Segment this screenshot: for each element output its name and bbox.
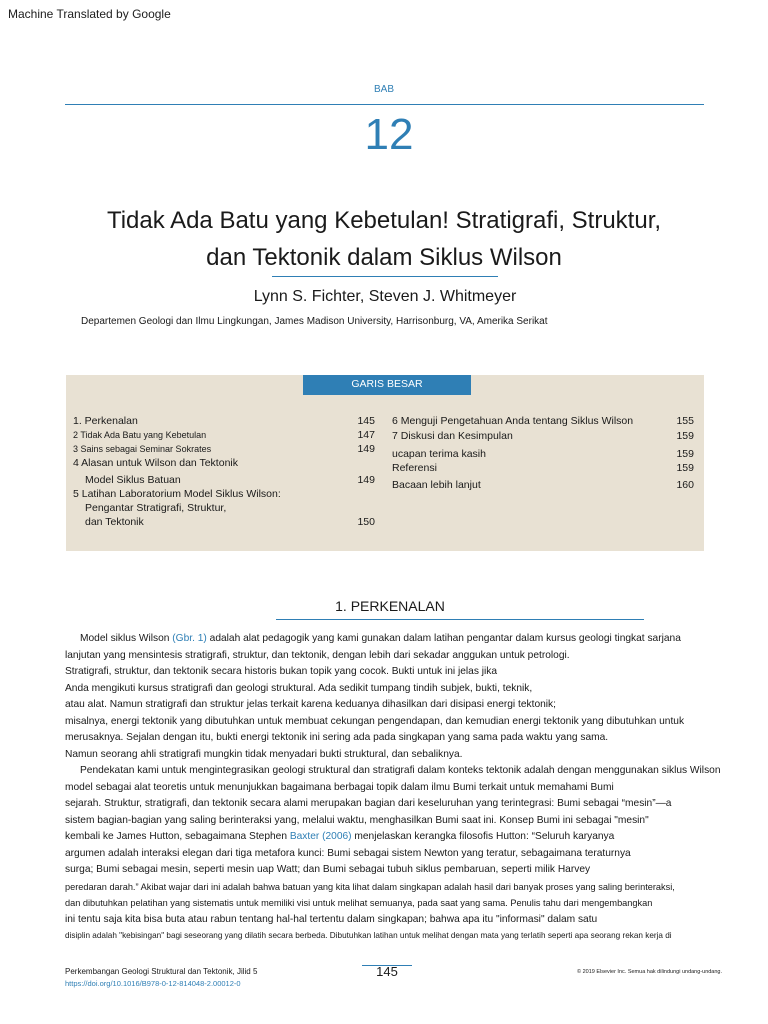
body-line: disiplin adalah "kebisingan" bagi seseorang yang dilatih secara berbeda. Dibutuhkan latihan untuk melihat dengan mata yang terlatih seperti apa seorang rekan kerja di (65, 931, 672, 940)
section-heading: 1. PERKENALAN (335, 598, 445, 614)
body-line: Stratigrafi, struktur, dan tektonik secara historis bukan topik yang cocok. Bukti untuk ini jelas jika (65, 666, 498, 677)
citation-link[interactable]: Baxter (2006) (289, 831, 352, 842)
toc-right-column (392, 414, 694, 492)
toc-entry-label: Pengantar Stratigrafi, Struktur, (85, 502, 227, 514)
title-line-2: dan Tektonik dalam Siklus Wilson (206, 244, 562, 271)
toc-entry-no-accidental-rocks[interactable] (73, 428, 375, 442)
toc-entry-label: dan Tektonik (85, 516, 144, 528)
toc-entry-intro[interactable] (73, 414, 375, 428)
chapter-label: BAB (373, 84, 394, 95)
toc-entry-page: 150 (357, 516, 375, 528)
body-line: Pendekatan kami untuk mengintegrasikan geologi struktural dan stratigrafi dalam konteks tektonik adalah dengan menggunakan siklus Wilson (80, 765, 721, 776)
body-line: ini tentu saja kita bisa buta atau rabun tentang hal-hal tertentu dalam singkapan; bahwa apa itu "informasi" dalam satu (65, 913, 598, 925)
body-line: Model siklus Wilson (Gbr. 1) adalah alat pedagogik yang kami gunakan dalam latihan pengantar dalam kursus geologi tingkat sarjana (80, 633, 681, 644)
toc-entry-page: 145 (357, 415, 375, 427)
section-rule (276, 619, 644, 620)
footer-copyright: © 2019 Elsevier Inc. Semua hak dilindungi undang-undang. (577, 969, 723, 975)
toc-entry-label: 1. Perkenalan (73, 415, 138, 427)
toc-entry-references[interactable] (392, 461, 694, 475)
toc-entry-page: 149 (357, 474, 375, 486)
toc-entry-rationale[interactable] (73, 456, 375, 470)
chapter-number: 12 (364, 110, 414, 159)
outline-label: GARIS BESAR (303, 375, 471, 395)
body-line: kembali ke James Hutton, sebagaimana Stephen Baxter (2006) menjelaskan kerangka filosofis Hutton: “Seluruh karyanya (65, 831, 615, 842)
body-line: misalnya, energi tektonik yang dibutuhkan untuk membuat cekungan pengendapan, dan kemudian energi tektonik yang dibutuhkan untuk (65, 715, 685, 727)
body-line: atau alat. Namun stratigrafi dan struktur jelas terkait karena keduanya dihasilkan dari disipasi energi tektonik; (65, 699, 556, 710)
toc-entry-lab-exercise-cont[interactable] (73, 501, 375, 515)
toc-entry-label: 3 Sains sebagai Seminar Sokrates (73, 444, 212, 454)
toc-entry-page: 159 (676, 430, 694, 442)
body-line: argumen adalah interaksi elegan dari tiga metafora kunci: Bumi sebagai sistem Newton yang teratur, sebagaimana teraturnya (65, 847, 631, 859)
toc-entry-discussion[interactable] (392, 429, 694, 443)
toc-entry-page: 159 (676, 448, 694, 460)
body-line: peredaran darah.” Akibat wajar dari ini adalah bahwa batuan yang kita lihat dalam singkapan adalah hasil dari banyak proses yang saling berinteraksi, (65, 881, 675, 892)
toc-entry-label: ucapan terima kasih (392, 448, 486, 460)
body-line: lanjutan yang mensintesis stratigrafi, struktur, dan tektonik, dengan lebih dari sekadar anggukan untuk petrologi. (65, 649, 570, 661)
title-line-1: Tidak Ada Batu yang Kebetulan! Stratigrafi, Struktur, (106, 207, 662, 234)
toc-left-column (73, 414, 375, 529)
toc-entry-label: Referensi (392, 462, 437, 474)
body-line: dan dibutuhkan pelatihan yang sistematis untuk memiliki visi untuk melihat semuanya, pada saat yang sama. Penulis tahu dari mengembangkan (65, 898, 653, 908)
toc-entry-lab-exercise-cont[interactable] (73, 515, 375, 529)
toc-entry-label: Bacaan lebih lanjut (392, 479, 481, 491)
body-line: sistem bagian-bagian yang saling berinteraksi yang, melalui waktu, menghasilkan Bumi saat ini. Konsep Bumi ini sebagai "mesin" (65, 814, 649, 826)
toc-entry-further-reading[interactable] (392, 478, 694, 492)
body-line: surga; Bumi sebagai mesin, seperti mesin uap Watt; dan Bumi sebagai tubuh siklus pembaruan, seperti milik Harvey (65, 864, 591, 875)
footer-doi-link[interactable]: https://doi.org/10.1016/B978-0-12-814048-2.00012-0 (65, 979, 241, 988)
toc-entry-label: 7 Diskusi dan Kesimpulan (392, 430, 513, 442)
toc-entry-label: Model Siklus Batuan (85, 474, 181, 486)
affiliation: Departemen Geologi dan Ilmu Lingkungan, James Madison University, Harrisonburg, VA, Amerika Serikat (81, 316, 548, 327)
footer-page-number: 145 (376, 964, 398, 979)
title-underline (272, 276, 498, 277)
toc-entry-test-knowledge[interactable] (392, 414, 694, 428)
toc-entry-label: 5 Latihan Laboratorium Model Siklus Wilson: (73, 488, 281, 500)
body-line: Anda mengikuti kursus stratigrafi dan geologi struktural. Ada sedikit tumpang tindih subjek, bukti, teknik, (65, 682, 533, 694)
toc-entry-page: 147 (357, 429, 375, 441)
toc-entry-acknowledgments[interactable] (392, 447, 694, 461)
toc-entry-page: 149 (357, 443, 375, 455)
toc-entry-socratic-seminar[interactable] (73, 442, 375, 456)
authors: Lynn S. Fichter, Steven J. Whitmeyer (253, 288, 517, 305)
toc-entry-page: 159 (676, 462, 694, 474)
body-line: merusaknya. Sejalan dengan itu, bukti energi tektonik ini sering ada pada singkapan yang sama pada waktu yang sama. (65, 732, 609, 743)
figure-link[interactable]: (Gbr. 1) (172, 633, 207, 644)
toc-entry-label: 4 Alasan untuk Wilson dan Tektonik (73, 457, 238, 469)
toc-entry-label: 2 Tidak Ada Batu yang Kebetulan (73, 430, 207, 440)
body-line: model sebagai alat teoretis untuk menunjukkan bagaimana berbagai topik dalam ilmu Bumi terkait untuk memahami Bumi (65, 781, 614, 793)
machine-translation-banner: Machine Translated by Google (8, 7, 171, 21)
body-line: sejarah. Struktur, stratigrafi, dan tektonik secara alami merupakan bagian dari keseluruhan yang terintegrasi: Bumi sebagai “mesin”—a (65, 798, 672, 809)
toc-entry-page: 155 (676, 415, 694, 427)
toc-entry-lab-exercise[interactable] (73, 487, 375, 501)
body-text (65, 631, 721, 945)
body-line: Namun seorang ahli stratigrafi mungkin tidak menyadari bukti struktural, dan sebaliknya. (65, 748, 463, 760)
toc-entry-rationale-cont[interactable] (73, 473, 375, 487)
chapter-title (40, 202, 728, 276)
toc-entry-page: 160 (676, 479, 694, 491)
footer-journal: Perkembangan Geologi Struktural dan Tektonik, Jilid 5 (65, 967, 258, 976)
toc-entry-label: 6 Menguji Pengetahuan Anda tentang Siklus Wilson (392, 415, 634, 427)
chapter-rule (65, 104, 704, 105)
